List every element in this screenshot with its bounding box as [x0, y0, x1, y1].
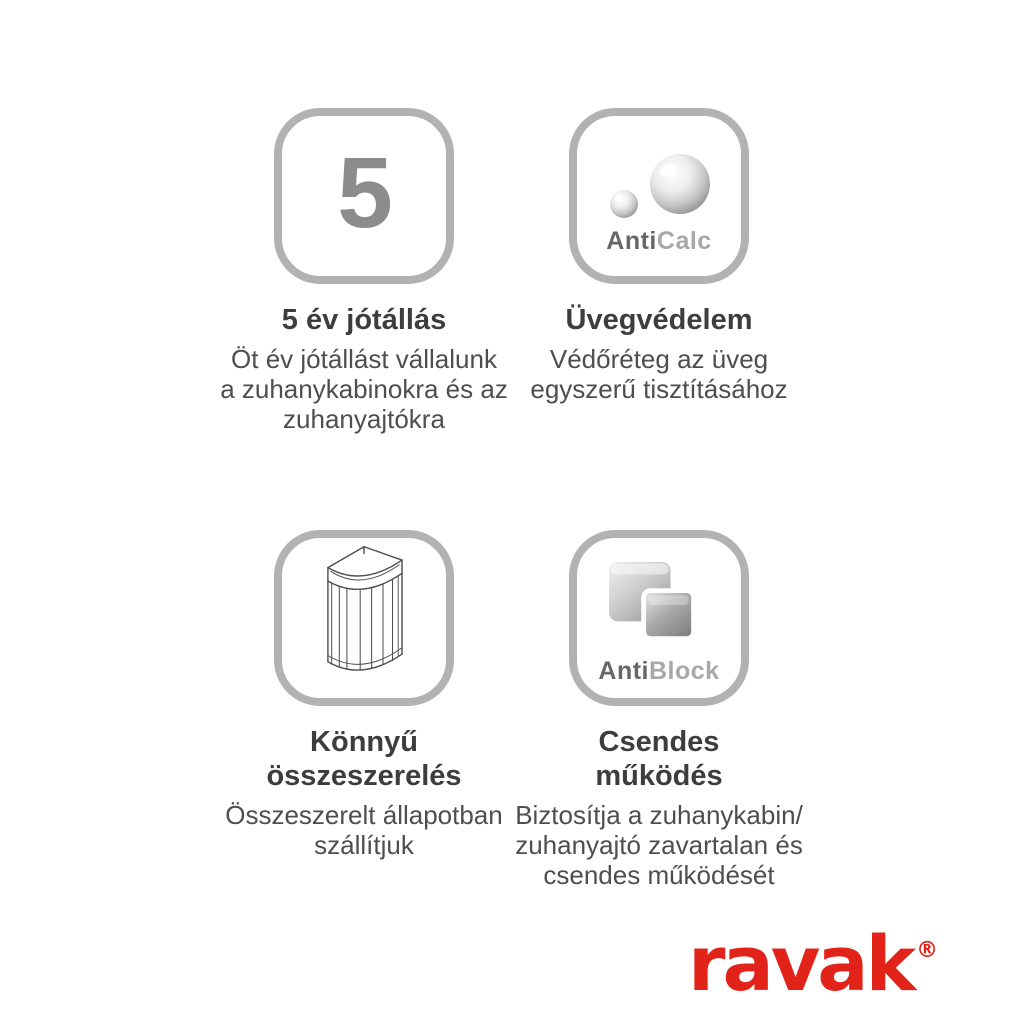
feature-title-silent-operation: [494, 725, 824, 793]
warranty-tile: [274, 108, 454, 284]
feature-card-warranty: [199, 108, 529, 434]
shower-cabin-icon: [314, 542, 414, 694]
blocks-icon: [601, 558, 717, 654]
ravak-logo-text: ravak: [688, 919, 914, 1008]
feature-description-line: Biztosítja a zuhanykabin/: [515, 800, 803, 830]
feature-description-glass-protection: [494, 344, 824, 404]
feature-description-line: zuhanyajtó zavartalan és: [515, 830, 803, 860]
feature-description-line: Összeszerelt állapotban: [225, 800, 503, 830]
anticalc-label: [606, 229, 711, 254]
feature-title-line: Csendes: [598, 726, 720, 758]
registered-trademark-icon: ®: [916, 938, 939, 963]
feature-description-line: egyszerű tisztításához: [530, 374, 788, 404]
feature-card-easy-assembly: [199, 530, 529, 860]
feature-title-line: Könnyű: [310, 726, 418, 758]
anticalc-tile: [569, 108, 749, 284]
antiblock-tile: [569, 530, 749, 706]
feature-description-line: a zuhanykabinokra és az: [220, 374, 508, 404]
feature-description-line: zuhanyajtókra: [283, 404, 445, 434]
feature-title-easy-assembly: [199, 725, 529, 793]
feature-description-easy-assembly: [199, 800, 529, 860]
ravak-logo: [688, 919, 939, 1008]
feature-description-line: Öt év jótállást vállalunk: [231, 344, 497, 374]
feature-title-warranty: [199, 303, 529, 337]
feature-card-glass-protection: [494, 108, 824, 404]
number-5-icon: 5: [337, 137, 391, 249]
feature-description-line: Védőréteg az üveg: [549, 344, 769, 374]
feature-description-warranty: [199, 344, 529, 434]
feature-title-line: működés: [595, 760, 723, 792]
feature-title-line: összeszerelés: [266, 760, 462, 792]
anticalc-label-dark: Anti: [606, 227, 657, 255]
feature-title-line: Üvegvédelem: [565, 304, 753, 336]
feature-description-line: szállítjuk: [314, 830, 414, 860]
feature-title-glass-protection: [494, 303, 824, 337]
bubbles-icon: [594, 146, 724, 224]
feature-title-line: 5 év jótállás: [281, 304, 447, 336]
antiblock-label: [598, 659, 719, 684]
feature-description-line: csendes működését: [543, 860, 775, 890]
feature-description-silent-operation: [494, 800, 824, 890]
feature-card-silent-operation: [494, 530, 824, 890]
antiblock-label-dark: Anti: [598, 657, 649, 685]
antiblock-label-light: Block: [649, 657, 720, 685]
easy-assembly-tile: [274, 530, 454, 706]
anticalc-label-light: Calc: [656, 227, 712, 255]
